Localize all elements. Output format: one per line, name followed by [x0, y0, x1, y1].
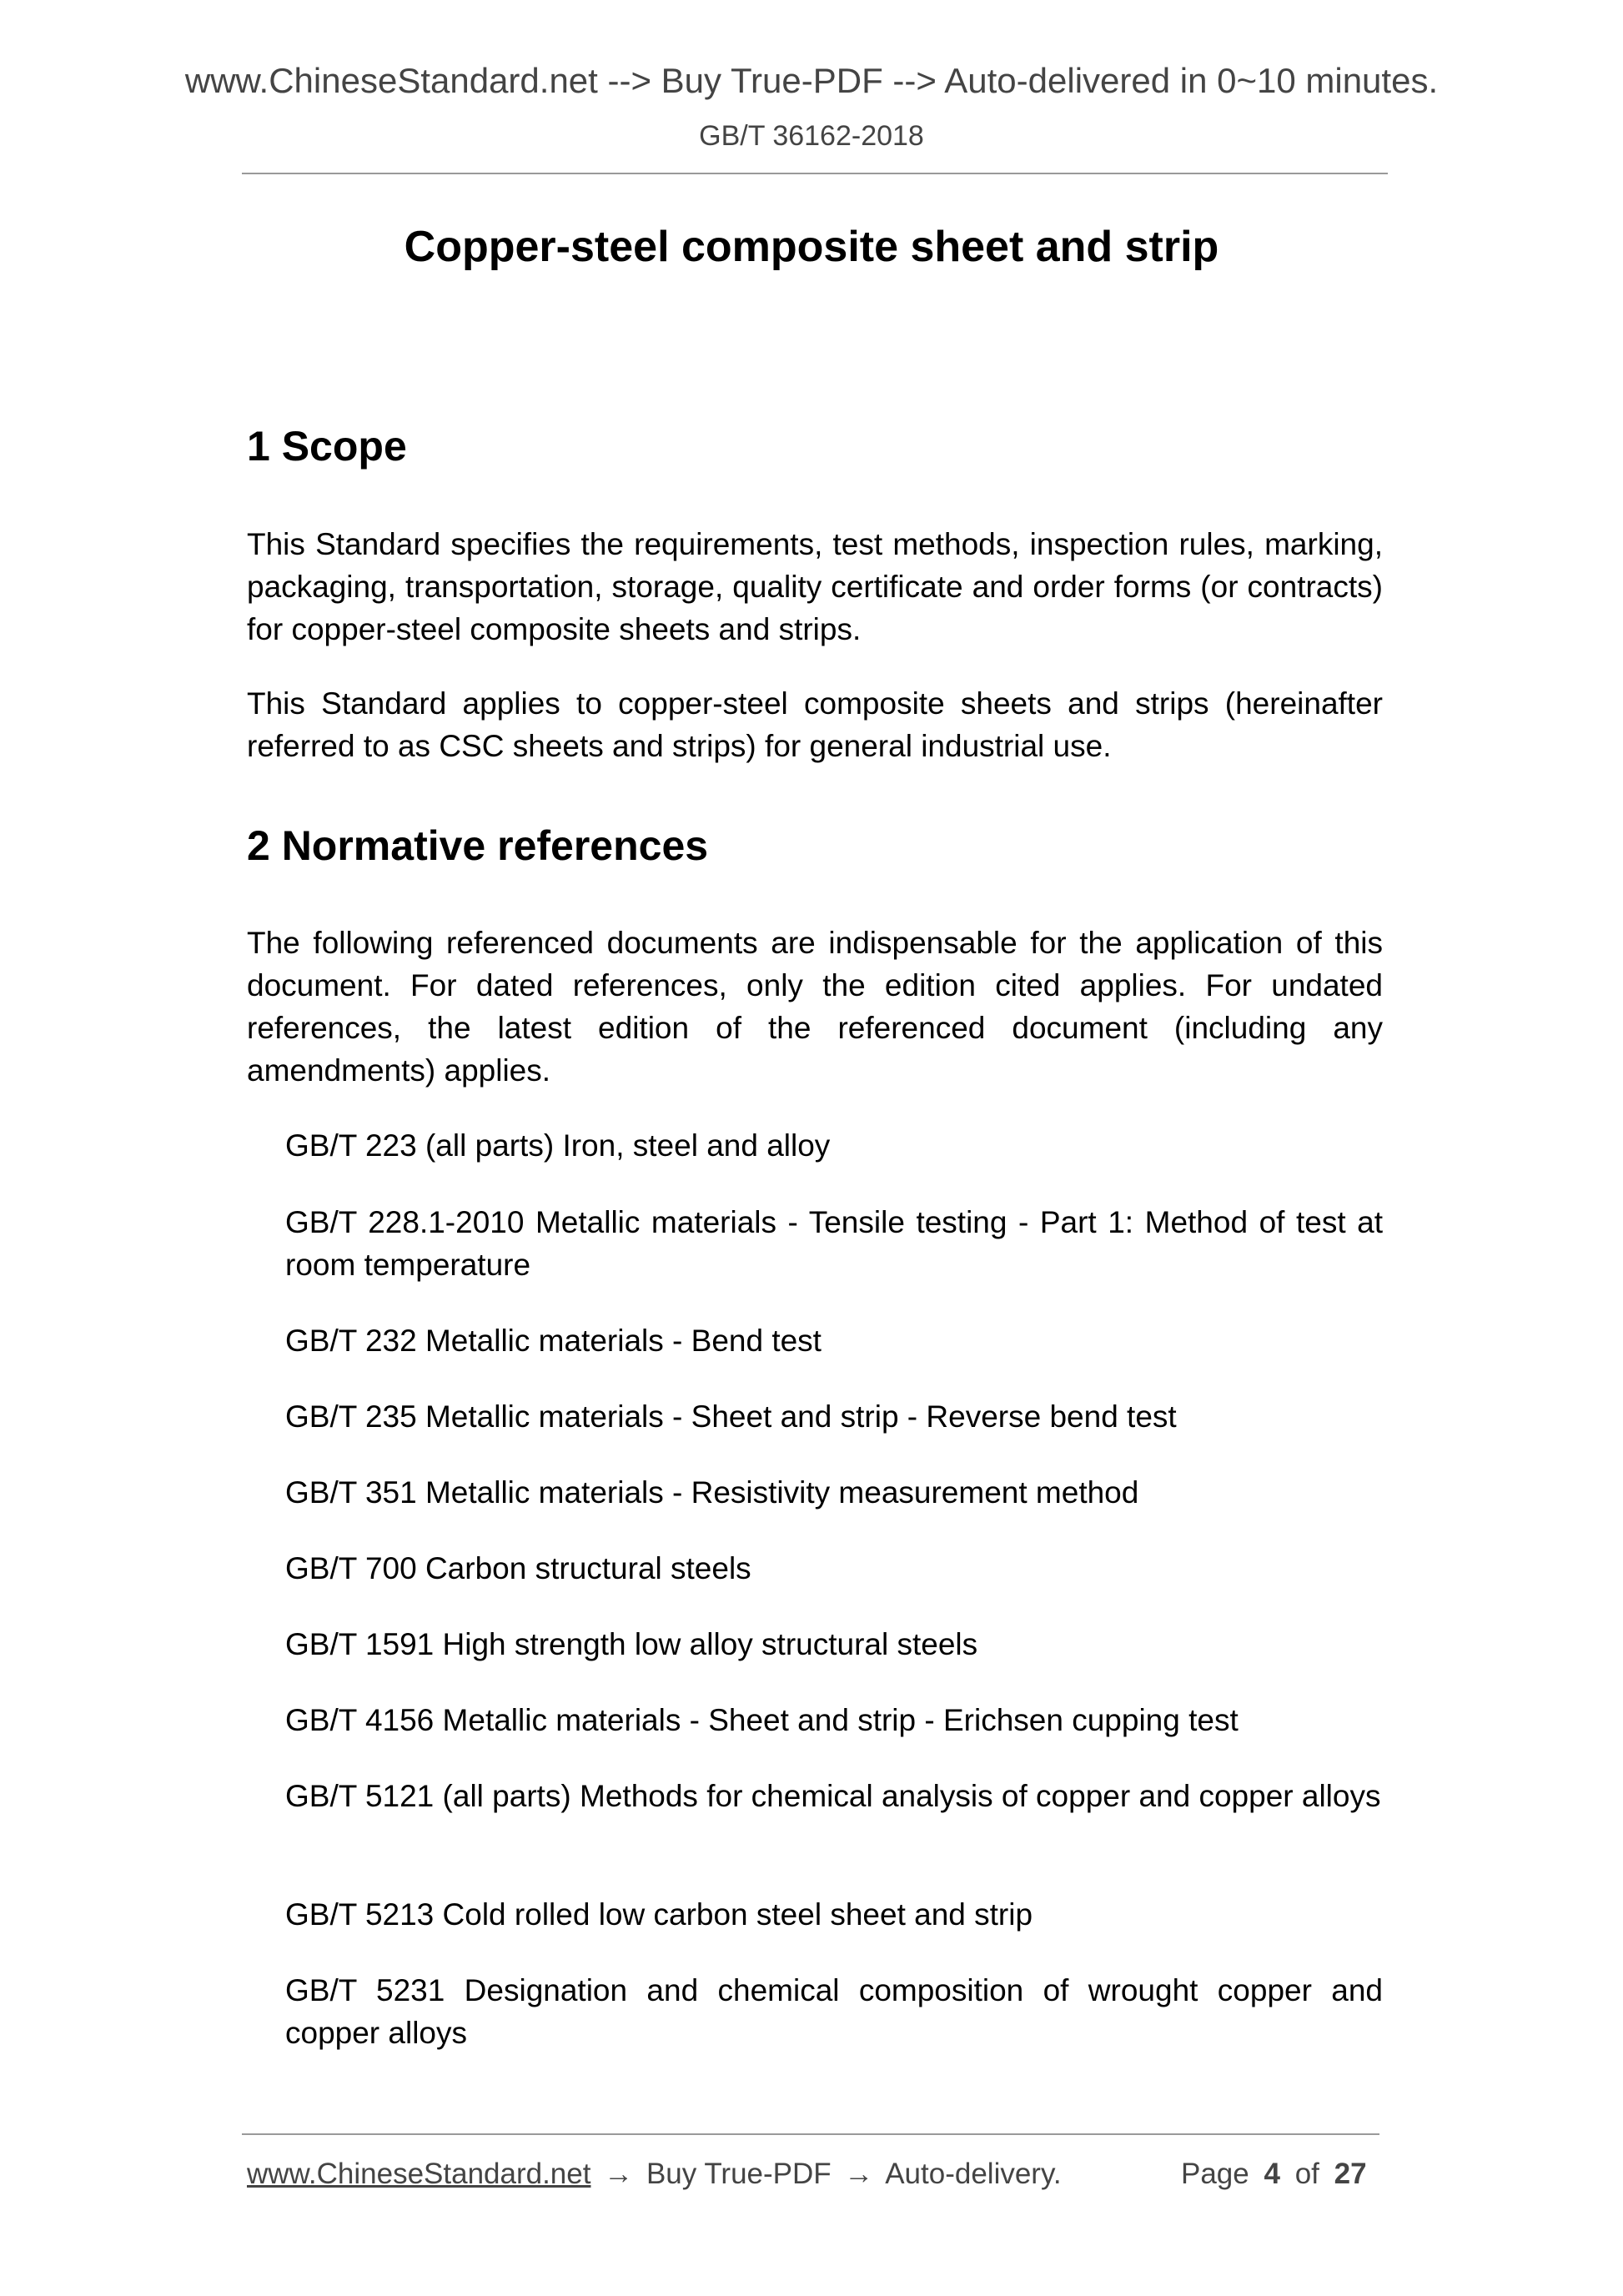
arrow-right-icon: → [844, 2158, 874, 2190]
reference-item: GB/T 700 Carbon structural steels [285, 1551, 751, 1585]
page-label: Page [1181, 2158, 1249, 2190]
reference-item: GB/T 351 Metallic materials - Resistivity measurement method [285, 1475, 1139, 1510]
page-indicator [1181, 2159, 1374, 2188]
reference-item: GB/T 1591 High strength low alloy structural steels [285, 1627, 978, 1661]
header-divider [242, 173, 1388, 174]
scope-paragraph: This Standard specifies the requirements, test methods, inspection rules, marking, packaging, transportation, storage, quality certificate and order forms (or contracts) for copper-steel composite sheets and strips. [247, 527, 1383, 646]
reference-item: GB/T 232 Metallic materials - Bend test [285, 1324, 822, 1358]
document-title: Copper-steel composite sheet and strip [404, 223, 1219, 271]
section-1-heading: 1 Scope [247, 423, 407, 470]
standard-code: GB/T 36162-2018 [699, 120, 924, 152]
footer-divider [242, 2133, 1379, 2135]
reference-item: GB/T 5231 Designation and chemical composition of wrought copper and copper alloys [285, 1973, 1383, 2050]
header-banner: www.ChineseStandard.net --> Buy True-PDF --> Auto-delivered in 0~10 minutes. [184, 61, 1439, 100]
reference-item: GB/T 5213 Cold rolled low carbon steel sheet and strip [285, 1897, 1033, 1932]
references-intro-paragraph: The following referenced documents are indispensable for the application of this document. For dated references, only the edition cited applies. For undated references, the latest edition of the referenced document (including any amendments) applies. [247, 926, 1383, 1088]
buy-pdf-text: Buy True-PDF [646, 2158, 832, 2190]
reference-item: GB/T 235 Metallic materials - Sheet and strip - Reverse bend test [285, 1399, 1177, 1434]
section-2-heading: 2 Normative references [247, 822, 709, 869]
reference-item: GB/T 223 (all parts) Iron, steel and alloy [285, 1128, 831, 1163]
reference-item: GB/T 4156 Metallic materials - Sheet and strip - Erichsen cupping test [285, 1703, 1239, 1737]
auto-delivery-text: Auto-delivery. [885, 2158, 1062, 2190]
arrow-right-icon: → [604, 2158, 634, 2190]
page-of-label: of [1294, 2158, 1319, 2190]
current-page-number: 4 [1264, 2158, 1280, 2190]
reference-item: GB/T 5121 (all parts) Methods for chemical analysis of copper and copper alloys [285, 1779, 1381, 1813]
website-link[interactable]: www.ChineseStandard.net [247, 2158, 591, 2190]
footer-links [247, 2159, 1062, 2188]
scope-paragraph: This Standard applies to copper-steel composite sheets and strips (hereinafter referred to as CSC sheets and strips) for general industrial use. [247, 686, 1383, 763]
reference-item: GB/T 228.1-2010 Metallic materials - Tensile testing - Part 1: Method of test at room temperature [285, 1205, 1383, 1282]
total-page-count: 27 [1334, 2158, 1367, 2190]
